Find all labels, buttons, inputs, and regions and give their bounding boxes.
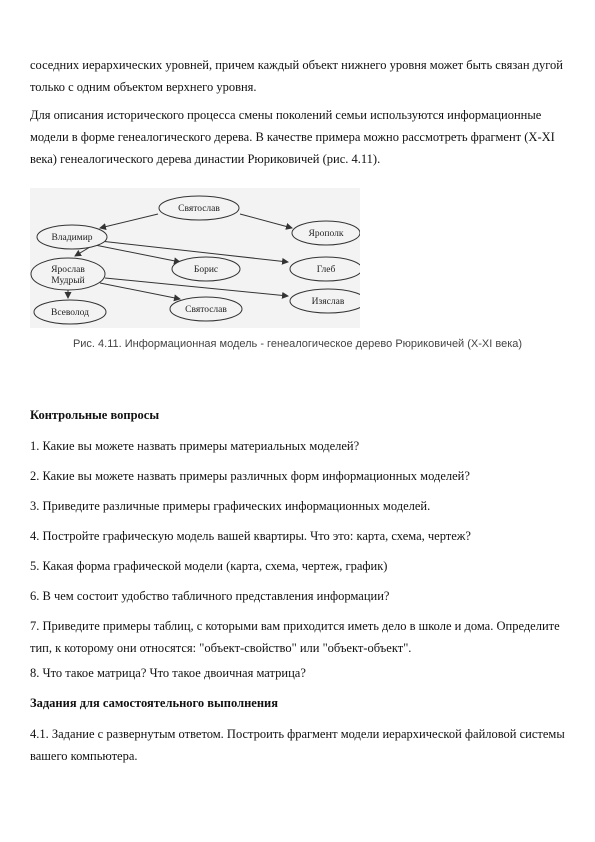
label-vladimir: Владимир xyxy=(51,233,93,243)
question-5: 5. Какая форма графической модели (карта, схема, чертеж, график) xyxy=(30,559,388,573)
question-2: 2. Какие вы можете назвать примеры различных форм информационных моделей? xyxy=(30,469,470,483)
figure-caption: Рис. 4.11. Информационная модель - генеалогическое дерево Рюриковичей (X-XI века) xyxy=(72,338,523,350)
genealogy-tree-diagram xyxy=(30,188,360,328)
question-7: 7. Приведите примеры таблиц, с которыми вам приходится иметь дело в школе и дома. Определите тип, к которому они относятся: "объект-свойство" или "объект-объект". xyxy=(30,619,560,655)
genealogy-tree-figure xyxy=(30,188,360,328)
question-1: 1. Какие вы можете назвать примеры материальных моделей? xyxy=(30,439,360,453)
question-4: 4. Постройте графическую модель вашей квартиры. Что это: карта, схема, чертеж? xyxy=(30,529,471,543)
task-4-1: 4.1. Задание с развернутым ответом. Построить фрагмент модели иерархической файловой системы вашего компьютера. xyxy=(30,727,565,763)
label-yaroslav-line1: Ярослав xyxy=(51,265,85,275)
label-svyatoslav: Святослав xyxy=(178,204,220,214)
question-8: 8. Что такое матрица? Что такое двоичная матрица? xyxy=(30,666,306,680)
label-yaropolk: Ярополк xyxy=(308,229,344,239)
label-yaroslav-line2: Мудрый xyxy=(51,276,85,286)
questions-heading: Контрольные вопросы xyxy=(30,408,160,422)
question-3: 3. Приведите различные примеры графических информационных моделей. xyxy=(30,499,431,513)
label-gleb: Глеб xyxy=(316,265,336,275)
paragraph-hierarchy: соседних иерархических уровней, причем каждый объект нижнего уровня может быть связан дугой только с одним объектом верхнего уровня. xyxy=(30,58,564,94)
paragraph-genealogy: Для описания исторического процесса смены поколений семьи используются информационные модели в форме генеалогического дерева. В качестве примера можно рассмотреть фрагмент (X-XI века) генеалогического дерева династии Рюриковичей (рис. 4.11). xyxy=(30,108,555,166)
tasks-heading: Задания для самостоятельного выполнения xyxy=(30,696,279,710)
label-vsevolod: Всеволод xyxy=(51,308,89,318)
label-boris: Борис xyxy=(193,265,219,275)
label-svyatoslav2: Святослав xyxy=(185,305,227,315)
question-6: 6. В чем состоит удобство табличного представления информации? xyxy=(30,589,390,603)
label-izyaslav: Изяслав xyxy=(311,297,345,307)
